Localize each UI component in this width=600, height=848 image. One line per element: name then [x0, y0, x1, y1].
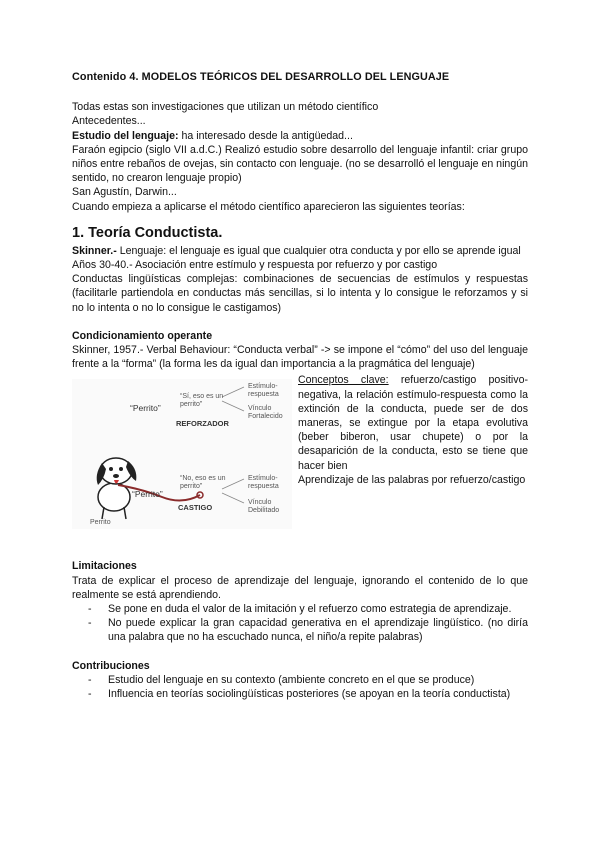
- skinner-paragraph: [72, 244, 528, 258]
- concepts-paragraph: [298, 373, 528, 472]
- castigo-label: CASTIGO: [178, 503, 213, 513]
- intro-line-2: Antecedentes...: [72, 115, 146, 128]
- limitations-item: - No puede explicar la gran capacidad generativa en el aprendizaje lingüístico. (no diría una palabra que no ha escuchado nunca, el niño/a repite palabras): [72, 616, 528, 644]
- document-page: [72, 70, 528, 701]
- study-text: ha interesado desde la antigüedad...: [178, 129, 353, 142]
- operant-heading: Condicionamiento operante: [72, 329, 213, 342]
- limitations-paragraph: Trata de explicar el proceso de aprendizaje del lenguaje, ignorando el contenido de lo que realmente se está aprendiendo.: [72, 574, 528, 601]
- operant-paragraph: Skinner, 1957.- Verbal Behaviour: “Conducta verbal” -> se impone el “cómo” del uso del lenguaje frente a la “forma” (la forma les da igual dan importancia a la pragmática del lenguaje): [72, 344, 528, 371]
- skinner-label: Skinner.-: [72, 244, 117, 257]
- estimulo-label-2: Estímulo-respuesta: [248, 475, 279, 491]
- study-label: Estudio del lenguaje:: [72, 129, 179, 142]
- study-paragraph: [72, 129, 528, 143]
- si-label: “Sí, eso es un perrito”: [180, 393, 224, 409]
- pharaoh-paragraph: Faraón egipcio (siglo VII a.d.C.) Realizó estudio sobre desarrollo del lenguaje infantil: criar grupo niños entre rebaños de ovejas, sin contacto con lenguaje. (no se desarrolló el lenguaje en ningún sentido, no crearon lenguaje propio): [72, 143, 528, 185]
- learning-paragraph: Aprendizaje de las palabras por refuerzo/castigo: [298, 473, 526, 486]
- perrito-top-label: “Perrito”: [130, 403, 161, 414]
- contributions-list: [72, 673, 528, 701]
- figure-row: [72, 373, 528, 529]
- document-title: Contenido 4. MODELOS TEÓRICOS DEL DESARROLLO DEL LENGUAJE: [72, 71, 450, 83]
- contributions-heading: Contribuciones: [72, 659, 150, 672]
- contributions-item: - Estudio del lenguaje en su contexto (ambiente concreto en el que se produce): [72, 673, 528, 687]
- contributions-item: - Influencia en teorías sociolingüísticas posteriores (se apoyan en la teoría conductista): [72, 687, 528, 701]
- theories-line: Cuando empieza a aplicarse el método científico aparecieron las siguientes teorías:: [72, 200, 465, 213]
- intro-line-1: Todas estas son investigaciones que utilizan un método científico: [72, 101, 379, 114]
- reforzador-label: REFORZADOR: [176, 419, 229, 429]
- limitations-heading: Limitaciones: [72, 560, 137, 573]
- vinculo-label-2: Vínculo Debilitado: [248, 499, 280, 515]
- concepts-text: refuerzo/castigo positivo-negativa, la relación estímulo-respuesta como la extinción de la conducta, puede ser de dos maneras, se extingue por la etapa evolutiva (beber biberon, usar chupete) o por la desaparición de la conducta, esto se tiene que hacer bien: [298, 374, 528, 472]
- complex-paragraph: Conductas lingüísticas complejas: combinaciones de secuencias de estímulos y respuestas (facilitarle partiendola en conductas más sencillas, si lo intenta y lo consigue le reforzamos y si no lo intenta o no lo consigue le castigamos): [72, 273, 528, 314]
- skinner-text: Lenguaje: el lenguaje es igual que cualquier otra conducta y por ello se aprende igual: [116, 244, 521, 257]
- years-line: Años 30-40.- Asociación entre estímulo y respuesta por refuerzo y por castigo: [72, 259, 438, 272]
- figure-side-text: [298, 373, 528, 529]
- concepts-label: Conceptos clave:: [298, 374, 389, 387]
- vinculo-label-1: Vínculo Fortalecido: [248, 405, 283, 421]
- conditioning-figure: [72, 379, 292, 529]
- limitations-item: - Se pone en duda el valor de la imitación y el refuerzo como estrategia de aprendizaje.: [72, 602, 528, 616]
- limitations-list: [72, 602, 528, 645]
- perrito-mid-label: “Perrito”: [132, 489, 163, 500]
- no-label: “No, eso es un perrito”: [180, 475, 226, 491]
- section-heading-conductista: 1. Teoría Conductista.: [72, 224, 223, 241]
- dog-caption: Perrito: [90, 519, 111, 527]
- estimulo-label-1: Estímulo-respuesta: [248, 383, 279, 399]
- augustin-line: San Agustín, Darwin...: [72, 186, 177, 199]
